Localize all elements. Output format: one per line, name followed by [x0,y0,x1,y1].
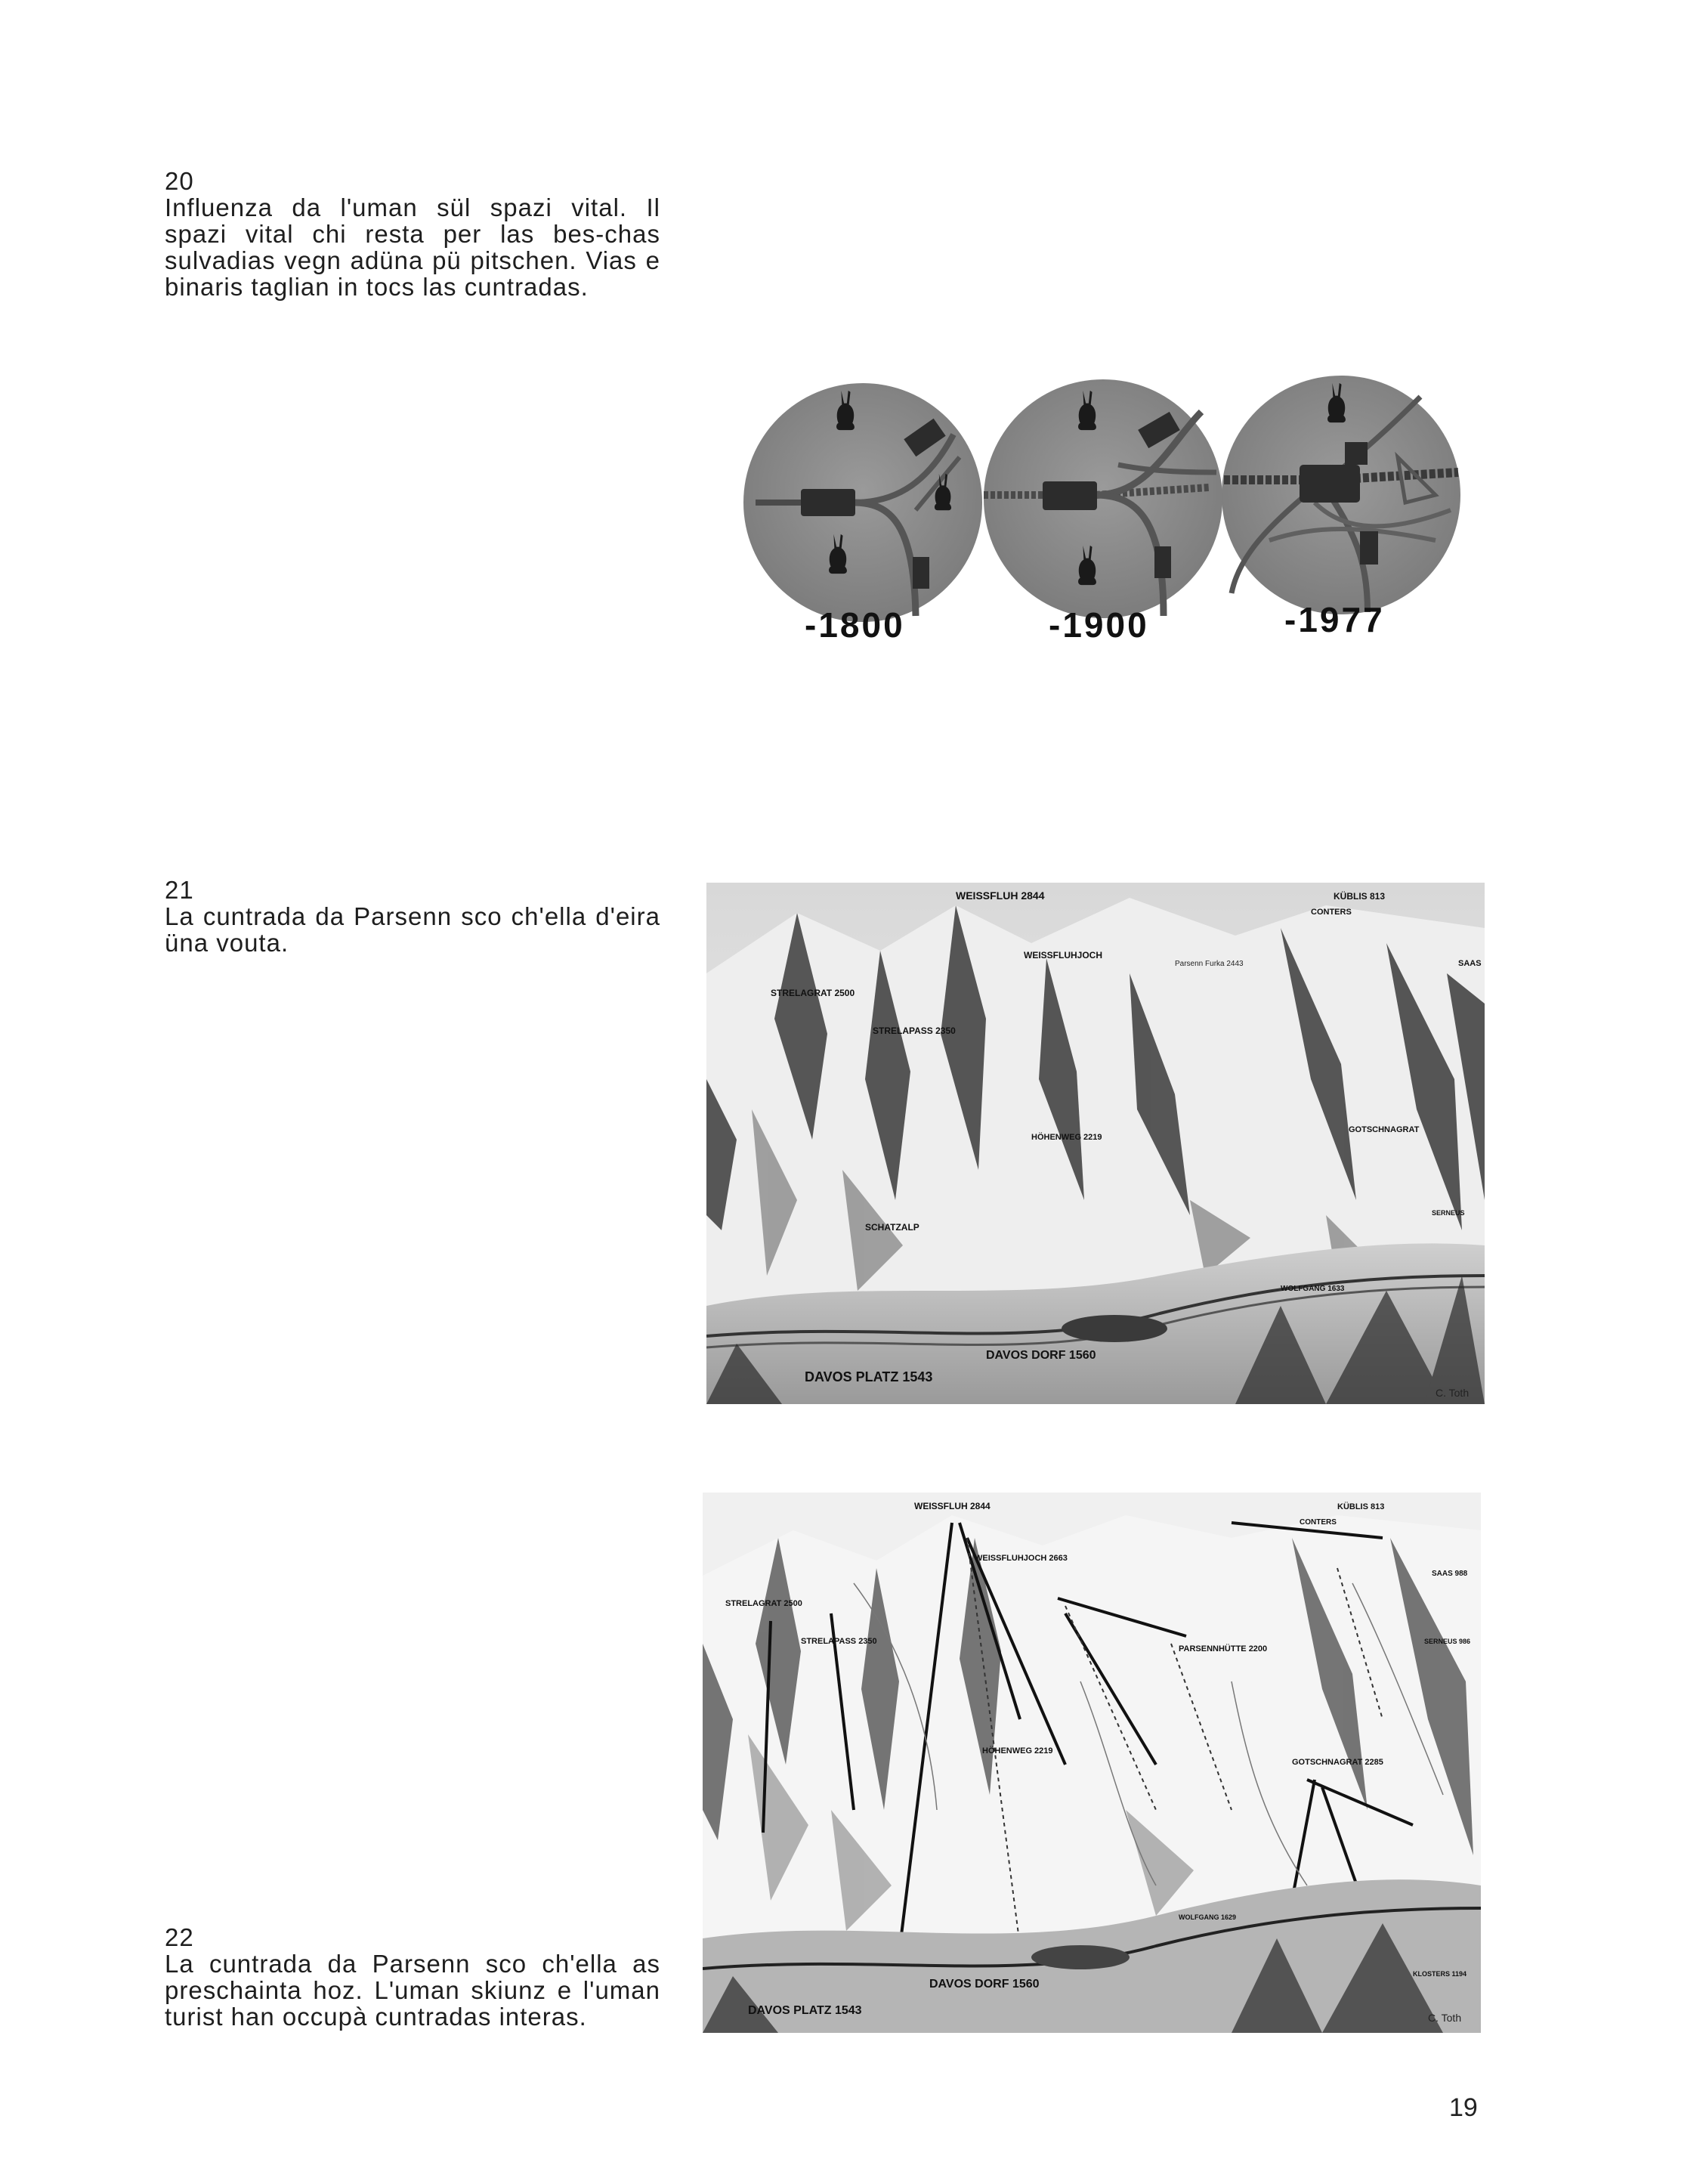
label-hohenweg: HÖHENWEG 2219 [982,1746,1053,1756]
year-label-1977: -1977 [1284,600,1385,639]
label-davos-dorf: DAVOS DORF 1560 [929,1978,1040,1991]
label-klosters: KLOSTERS 1194 [1413,1970,1467,1978]
label-schatzalp: SCHATZALP [865,1222,919,1233]
map-parsenn-past [706,883,1485,1404]
copyright-mark: C. Toth [1436,1387,1470,1399]
label-saas: SAAS 988 [1432,1570,1468,1578]
caption-number: 21 [165,876,194,904]
label-conters: CONTERS [1311,908,1352,917]
figure-habitat-circles [740,344,1466,654]
year-label-1800: -1800 [805,605,905,645]
label-weissfluhjoch: WEISSFLUHJOCH [1024,950,1103,961]
habitat-disc-1800 [743,383,982,622]
caption-text: La cuntrada da Parsenn sco ch'ella d'eira üna vouta. [165,902,660,957]
label-wolfgang: WOLFGANG 1629 [1179,1913,1237,1921]
label-gotschnagrat: GOTSCHNAGRAT [1349,1125,1420,1134]
habitat-disc-1900 [984,379,1222,618]
label-kublis: KÜBLIS 813 [1334,891,1386,902]
label-saas: SAAS [1458,959,1482,968]
label-gotschnagrat: GOTSCHNAGRAT 2285 [1292,1758,1383,1767]
year-label-1900: -1900 [1049,605,1149,645]
label-weissfluh: WEISSFLUH 2844 [956,889,1045,902]
label-strelagrat: STRELAGRAT 2500 [725,1599,802,1608]
label-kublis: KÜBLIS 813 [1337,1502,1385,1511]
label-serneus: SERNEUS 986 [1424,1638,1471,1645]
label-conters: CONTERS [1300,1518,1337,1527]
label-parsenn: Parsenn Furka 2443 [1175,960,1244,968]
habitat-disc-1977 [1222,376,1460,614]
label-davos-dorf: DAVOS DORF 1560 [986,1349,1096,1362]
caption-number: 20 [165,167,194,195]
label-davos-platz: DAVOS PLATZ 1543 [805,1369,933,1384]
label-davos-platz: DAVOS PLATZ 1543 [748,2004,862,2017]
label-strelagrat: STRELAGRAT 2500 [771,988,855,998]
caption-number: 22 [165,1923,194,1951]
label-weissfluh: WEISSFLUH 2844 [914,1501,991,1511]
caption-21 [165,877,660,956]
label-parsennhutte: PARSENNHÜTTE 2200 [1179,1644,1268,1653]
label-strelapass: STRELAPASS 2350 [801,1637,877,1646]
caption-22 [165,1924,660,2030]
label-serneus: SERNEUS [1432,1209,1465,1217]
label-strelapass: STRELAPASS 2350 [873,1025,956,1036]
label-hohenweg: HÖHENWEG 2219 [1031,1133,1102,1142]
panorama-map-present [703,1493,1481,2033]
copyright-mark: C. Toth [1428,2012,1462,2024]
panorama-map-past [706,883,1485,1404]
caption-20 [165,168,660,300]
caption-text: La cuntrada da Parsenn sco ch'ella as preschainta hoz. L'uman skiunz e l'uman turist han occupà cuntradas interas. [165,1950,660,2031]
caption-text: Influenza da l'uman sül spazi vital. Il spazi vital chi resta per las bes-chas sulvadias vegn adüna pü pitschen. Vias e binaris taglian in tocs las cuntradas. [165,193,660,301]
page-number: 19 [1449,2093,1478,2122]
label-wolfgang: WOLFGANG 1633 [1281,1285,1345,1293]
label-weissfluhjoch: WEISSFLUHJOCH 2663 [975,1554,1068,1563]
map-parsenn-present [703,1493,1481,2033]
